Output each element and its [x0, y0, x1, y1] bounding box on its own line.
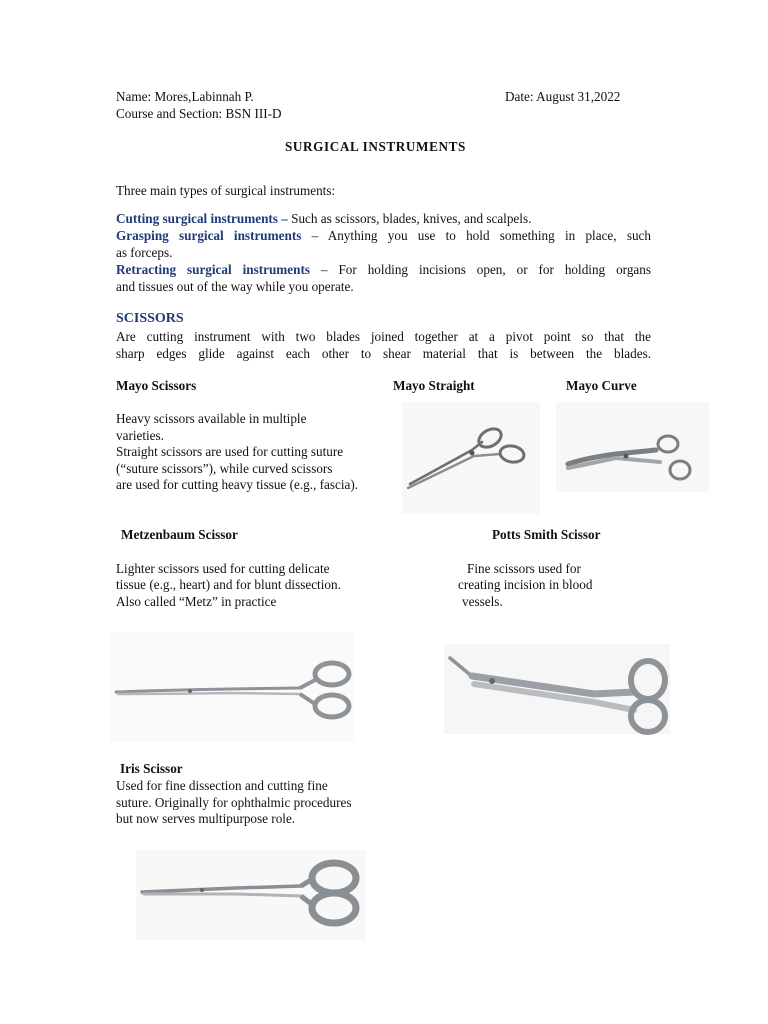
metzenbaum-title: Metzenbaum Scissor — [121, 527, 238, 542]
intro-text: Three main types of surgical instruments: — [116, 183, 336, 198]
scissors-definition-2: sharp edges glide against each other to shear material that is between the blades. — [116, 346, 651, 361]
document-date: Date: August 31,2022 — [505, 89, 621, 104]
mayo-straight-label: Mayo Straight — [393, 378, 475, 393]
mayo-title: Mayo Scissors — [116, 378, 197, 393]
iris-desc-line: but now serves multipurpose role. — [116, 811, 296, 826]
type-retracting — [116, 261, 651, 278]
type-cutting — [116, 210, 531, 227]
potts-desc-line: creating incision in blood — [458, 577, 593, 592]
iris-title: Iris Scissor — [120, 761, 183, 776]
metzenbaum-desc-line: Also called “Metz” in practice — [116, 594, 277, 609]
potts-desc-line: Fine scissors used for — [467, 561, 581, 576]
mayo-straight-scissors-image — [402, 402, 540, 514]
metzenbaum-desc-line: Lighter scissors used for cutting delicate — [116, 561, 330, 576]
mayo-desc-line: varieties. — [116, 428, 164, 443]
type-grasping-desc-cont: as forceps. — [116, 245, 173, 260]
scissors-definition-1: Are cutting instrument with two blades joined together at a pivot point so that the — [116, 329, 651, 344]
iris-desc-line: Used for fine dissection and cutting fine — [116, 778, 328, 793]
potts-title: Potts Smith Scissor — [492, 527, 601, 542]
type-cutting-desc: Such as scissors, blades, knives, and scalpels. — [287, 211, 532, 226]
student-name: Name: Mores,Labinnah P. — [116, 89, 254, 104]
type-retracting-term: Retracting surgical instruments — [116, 262, 311, 277]
mayo-desc-line: Straight scissors are used for cutting suture — [116, 444, 344, 459]
section-heading-scissors: SCISSORS — [116, 311, 184, 326]
mayo-curve-scissors-image — [556, 402, 709, 492]
mayo-desc-line: are used for cutting heavy tissue (e.g., fascia). — [116, 477, 359, 492]
type-grasping-term: Grasping surgical instruments — [116, 228, 302, 243]
iris-desc-line: suture. Originally for ophthalmic procedures — [116, 795, 352, 810]
type-grasping — [116, 227, 651, 244]
potts-desc-line: vessels. — [462, 594, 503, 609]
course-section: Course and Section: BSN III-D — [116, 106, 282, 121]
type-grasping-desc: – Anything you use to hold something in place, such — [301, 228, 651, 243]
type-retracting-desc-cont: and tissues out of the way while you operate. — [116, 279, 354, 294]
type-retracting-desc: – For holding incisions open, or for holding organs — [310, 262, 651, 277]
mayo-curve-label: Mayo Curve — [566, 378, 637, 393]
metzenbaum-desc-line: tissue (e.g., heart) and for blunt dissection. — [116, 577, 341, 592]
metzenbaum-scissors-image — [110, 632, 355, 742]
mayo-desc-line: (“suture scissors”), while curved scissors — [116, 461, 333, 476]
iris-scissors-image — [136, 850, 366, 940]
mayo-desc-line: Heavy scissors available in multiple — [116, 411, 307, 426]
potts-smith-scissors-image — [444, 644, 670, 734]
type-cutting-term: Cutting surgical instruments – — [116, 211, 288, 226]
page-title: SURGICAL INSTRUMENTS — [285, 139, 466, 154]
